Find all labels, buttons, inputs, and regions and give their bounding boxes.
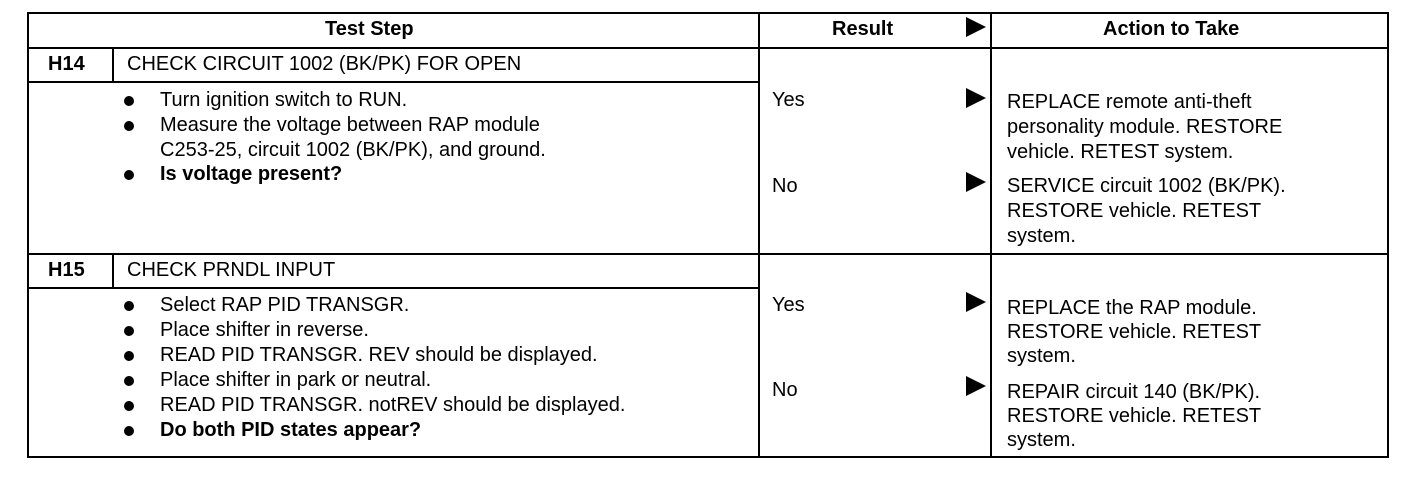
arrow-icon xyxy=(966,172,986,192)
arrow-icon xyxy=(966,88,986,108)
step-bullet: Place shifter in park or neutral. xyxy=(160,369,432,391)
action-line: REPLACE remote anti-theft xyxy=(1007,91,1252,113)
step-bullet: Measure the voltage between RAP module xyxy=(160,114,540,136)
action-line: vehicle. RETEST system. xyxy=(1007,141,1234,163)
action-line: system. xyxy=(1007,225,1076,247)
step-title: CHECK PRNDL INPUT xyxy=(127,259,336,281)
action-line: system. xyxy=(1007,429,1076,451)
title-underline-h14 xyxy=(27,81,759,83)
step-question: Is voltage present? xyxy=(160,163,343,185)
step-bullet: READ PID TRANSGR. REV should be displayed. xyxy=(160,344,598,366)
header-divider xyxy=(27,47,1389,49)
bullet-icon xyxy=(124,401,134,411)
bullet-icon xyxy=(124,96,134,106)
action-line: RESTORE vehicle. RETEST xyxy=(1007,405,1262,427)
arrow-icon xyxy=(966,292,986,312)
action-line: SERVICE circuit 1002 (BK/PK). xyxy=(1007,175,1286,197)
result-label: Yes xyxy=(772,89,805,111)
step-bullet: Place shifter in reverse. xyxy=(160,319,369,341)
step-title: CHECK CIRCUIT 1002 (BK/PK) FOR OPEN xyxy=(127,53,522,75)
action-line: system. xyxy=(1007,345,1076,367)
bullet-icon xyxy=(124,170,134,180)
title-underline-h15 xyxy=(27,287,759,289)
action-line: REPLACE the RAP module. xyxy=(1007,297,1257,319)
header-result: Result xyxy=(832,18,894,40)
header-test-step: Test Step xyxy=(325,18,414,40)
step-bullet: Turn ignition switch to RUN. xyxy=(160,89,408,111)
step-question: Do both PID states appear? xyxy=(160,419,422,441)
header-action: Action to Take xyxy=(1103,18,1240,40)
bullet-icon xyxy=(124,326,134,336)
step-id-divider-h15 xyxy=(112,254,114,287)
bullet-icon xyxy=(124,376,134,386)
action-line: personality module. RESTORE xyxy=(1007,116,1283,138)
step-id: H15 xyxy=(48,259,85,281)
action-column-divider xyxy=(990,12,992,458)
header-arrow-icon xyxy=(966,17,986,37)
result-label: No xyxy=(772,175,798,197)
result-label: Yes xyxy=(772,294,805,316)
bullet-icon xyxy=(124,301,134,311)
result-column-divider xyxy=(758,12,760,458)
step-bullet: Select RAP PID TRANSGR. xyxy=(160,294,410,316)
action-line: REPAIR circuit 140 (BK/PK). xyxy=(1007,381,1261,403)
bullet-icon xyxy=(124,426,134,436)
step-id: H14 xyxy=(48,53,85,75)
bullet-icon xyxy=(124,351,134,361)
step-bullet-continuation: C253-25, circuit 1002 (BK/PK), and ground. xyxy=(160,139,546,161)
action-line: RESTORE vehicle. RETEST xyxy=(1007,200,1262,222)
step-bullet: READ PID TRANSGR. notREV should be displayed. xyxy=(160,394,626,416)
step-id-divider-h14 xyxy=(112,48,114,81)
action-line: RESTORE vehicle. RETEST xyxy=(1007,321,1262,343)
step-divider xyxy=(27,253,1389,255)
arrow-icon xyxy=(966,376,986,396)
result-label: No xyxy=(772,379,798,401)
bullet-icon xyxy=(124,121,134,131)
